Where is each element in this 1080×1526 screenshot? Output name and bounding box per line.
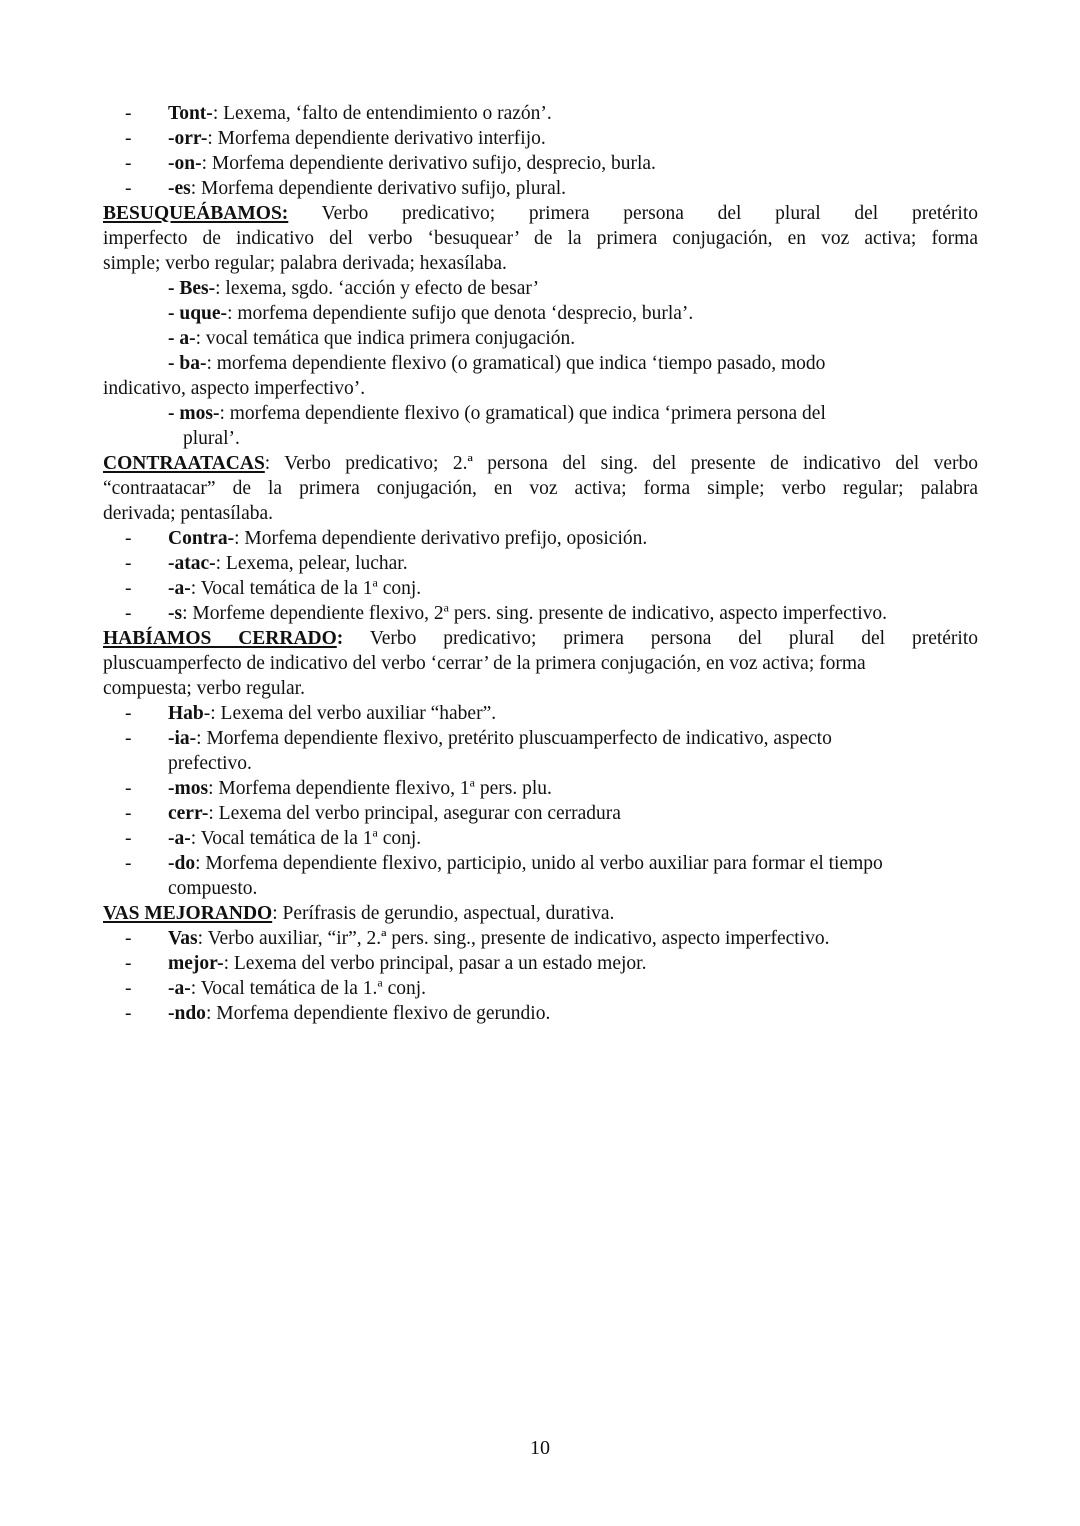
- list-item: [103, 951, 978, 976]
- list-item: [103, 726, 978, 751]
- morpheme-description: : morfema dependiente flexivo (o gramatical) que indica ‘tiempo pasado, modo: [206, 353, 826, 374]
- morpheme-description: : lexema, sgdo. ‘acción y efecto de besar’: [215, 278, 540, 299]
- list-item: [103, 1001, 978, 1026]
- list-dash: -: [125, 553, 132, 574]
- morpheme-term: -a-: [168, 578, 191, 599]
- entry-title: BESUQUEÁBAMOS:: [103, 203, 289, 224]
- list-dash: -: [125, 728, 132, 749]
- entry-heading-line: [103, 451, 978, 476]
- ordinal-superscript: a: [443, 600, 449, 615]
- ordinal-superscript: a: [377, 975, 383, 990]
- list-dash: -: [125, 803, 132, 824]
- morpheme-description: : Verbo auxiliar, “ir”, 2.ª pers. sing., presente de indicativo, aspecto imperfectivo.: [197, 928, 830, 949]
- morpheme-term: Tont-: [168, 103, 213, 124]
- list-item: [103, 701, 978, 726]
- morpheme-term: -a-: [168, 978, 191, 999]
- list-dash: -: [125, 953, 132, 974]
- page-number: 10: [530, 1437, 550, 1459]
- morpheme-term: mejor-: [168, 953, 224, 974]
- morpheme-description: : Morfema dependiente flexivo, pretérito pluscuamperfecto de indicativo, aspecto: [196, 728, 832, 749]
- entry-heading-line: [103, 901, 978, 926]
- morpheme-term: -atac-: [168, 553, 216, 574]
- morpheme-term: -es: [168, 178, 191, 199]
- morpheme-description: : vocal temática que indica primera conjugación.: [195, 328, 576, 349]
- morpheme-description-end: conj.: [377, 578, 422, 599]
- morpheme-description: : Lexema del verbo principal, asegurar con cerradura: [208, 803, 621, 824]
- entry-definition: Verbo predicativo; primera persona del plural del pretérito: [369, 628, 978, 649]
- morpheme-description: : Morfema dependiente flexivo, participio, unido al verbo auxiliar para formar el tiempo: [195, 853, 883, 874]
- morpheme-description: : Morfema dependiente derivativo prefijo, oposición.: [234, 528, 648, 549]
- morpheme-term: Vas: [168, 928, 198, 949]
- morpheme-term: - Bes-: [168, 278, 216, 299]
- list-item: [103, 926, 978, 951]
- list-dash: -: [125, 578, 132, 599]
- list-item: [103, 126, 978, 151]
- list-dash: -: [125, 778, 132, 799]
- morpheme-description-end: pers. plu.: [474, 778, 552, 799]
- list-dash: -: [125, 928, 132, 949]
- morpheme-description: : Vocal temática de la 1: [190, 828, 373, 849]
- entry-definition-line: simple; verbo regular; palabra derivada; hexasílaba.: [103, 253, 507, 274]
- list-item-continuation: prefectivo.: [168, 753, 252, 774]
- entry-heading-line: [103, 626, 978, 651]
- morpheme-description: : Vocal temática de la 1: [190, 578, 373, 599]
- morpheme-term: - mos-: [168, 403, 220, 424]
- entry-title-colon: :: [336, 628, 344, 649]
- list-item: [103, 301, 978, 326]
- list-item: [103, 551, 978, 576]
- morpheme-term: -do: [168, 853, 196, 874]
- entry-title: CONTRAATACAS: [103, 453, 265, 474]
- morpheme-term: - ba-: [168, 353, 207, 374]
- list-item: [103, 576, 978, 601]
- morpheme-description: : Vocal temática de la 1.: [190, 978, 378, 999]
- morpheme-description: : Lexema, ‘falto de entendimiento o razón’.: [212, 103, 552, 124]
- entry-definition-line: compuesta; verbo regular.: [103, 678, 305, 699]
- morpheme-term: - a-: [168, 328, 196, 349]
- entry-definition-line: derivada; pentasílaba.: [103, 503, 274, 524]
- morpheme-description: : Morfema dependiente derivativo sufijo, plural.: [190, 178, 567, 199]
- morpheme-description: : Morfema dependiente derivativo sufijo, desprecio, burla.: [201, 153, 656, 174]
- morpheme-description: : morfema dependiente sufijo que denota ‘desprecio, burla’.: [227, 303, 694, 324]
- morpheme-term: -a-: [168, 828, 191, 849]
- list-dash: -: [125, 828, 132, 849]
- morpheme-description: : Morfema dependiente derivativo interfijo.: [207, 128, 546, 149]
- list-item: [103, 601, 978, 626]
- entry-definition-line: “contraatacar” de la primera conjugación, en voz activa; forma simple; verbo regular; palabra: [103, 478, 978, 499]
- list-item: [103, 276, 978, 301]
- ordinal-superscript: a: [372, 825, 378, 840]
- morpheme-description: : Lexema del verbo principal, pasar a un estado mejor.: [223, 953, 647, 974]
- entry-definition-line: imperfecto de indicativo del verbo ‘besuquear’ de la primera conjugación, en voz activa; forma: [103, 228, 978, 249]
- list-item-continuation: indicativo, aspecto imperfectivo’.: [103, 378, 366, 399]
- entry-definition: Verbo predicativo; primera persona del plural del pretérito: [321, 203, 978, 224]
- morpheme-description-end: conj.: [377, 828, 422, 849]
- list-item: [103, 526, 978, 551]
- list-dash: -: [125, 178, 132, 199]
- page-content: [103, 101, 978, 1026]
- entry-definition-line: pluscuamperfecto de indicativo del verbo ‘cerrar’ de la primera conjugación, en voz activa; forma: [103, 653, 866, 674]
- entry-title: VAS MEJORANDO: [103, 903, 273, 924]
- list-item: [103, 976, 978, 1001]
- morpheme-term: - uque-: [168, 303, 228, 324]
- morpheme-description-end: pers. sing. presente de indicativo, aspecto imperfectivo.: [448, 603, 888, 624]
- morpheme-term: Contra-: [168, 528, 235, 549]
- list-dash: -: [125, 603, 132, 624]
- morpheme-term: -on-: [168, 153, 202, 174]
- entry-heading-line: [103, 201, 978, 226]
- list-dash: -: [125, 153, 132, 174]
- list-dash: -: [125, 853, 132, 874]
- morpheme-term: cerr-: [168, 803, 209, 824]
- list-item: [103, 326, 978, 351]
- entry-definition: : Perífrasis de gerundio, aspectual, durativa.: [272, 903, 615, 924]
- morpheme-description: -: Lexema del verbo auxiliar “haber”.: [203, 703, 497, 724]
- list-item: [103, 351, 978, 376]
- list-item-continuation: plural’.: [183, 428, 240, 449]
- list-dash: -: [125, 103, 132, 124]
- list-dash: -: [125, 528, 132, 549]
- list-item: [103, 151, 978, 176]
- morpheme-term: -ndo: [168, 1003, 206, 1024]
- morpheme-term: -orr-: [168, 128, 208, 149]
- morpheme-term: Hab: [168, 703, 204, 724]
- morpheme-description: : morfema dependiente flexivo (o gramatical) que indica ‘primera persona del: [219, 403, 826, 424]
- list-item-continuation: compuesto.: [168, 878, 258, 899]
- ordinal-superscript: a: [469, 775, 475, 790]
- list-item: [103, 851, 978, 876]
- list-item: [103, 401, 978, 426]
- entry-title: HABÍAMOS CERRADO: [103, 628, 337, 649]
- morpheme-term: -ia-: [168, 728, 197, 749]
- list-item: [103, 826, 978, 851]
- morpheme-term: -mos: [168, 778, 209, 799]
- ordinal-superscript: a: [372, 575, 378, 590]
- morpheme-description: : Morfema dependiente flexivo de gerundio.: [205, 1003, 551, 1024]
- morpheme-term: -s: [168, 603, 183, 624]
- list-item: [103, 101, 978, 126]
- morpheme-description-end: conj.: [382, 978, 427, 999]
- morpheme-description: : Morfema dependiente flexivo, 1: [208, 778, 470, 799]
- list-item: [103, 776, 978, 801]
- morpheme-description: : Morfeme dependiente flexivo, 2: [182, 603, 444, 624]
- list-dash: -: [125, 128, 132, 149]
- list-item: [103, 801, 978, 826]
- morpheme-description: : Lexema, pelear, luchar.: [215, 553, 408, 574]
- list-item: [103, 176, 978, 201]
- entry-definition: : Verbo predicativo; 2.ª persona del sing. del presente de indicativo del verbo: [264, 453, 978, 474]
- list-dash: -: [125, 978, 132, 999]
- list-dash: -: [125, 1003, 132, 1024]
- list-dash: -: [125, 703, 132, 724]
